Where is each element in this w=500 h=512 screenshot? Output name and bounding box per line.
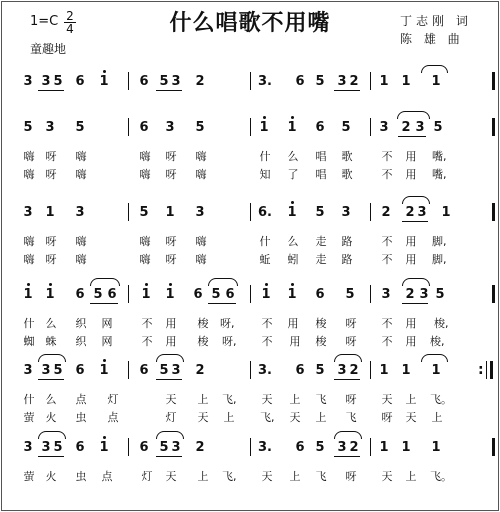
note: 6 xyxy=(107,287,117,302)
lyric-char: 唱 xyxy=(315,150,327,163)
note: 1 xyxy=(287,287,297,302)
lyric-char: 飞, xyxy=(222,470,237,483)
beam-underline xyxy=(90,303,118,304)
lyric-char: 呀 xyxy=(45,168,57,181)
lyric-char: 用 xyxy=(165,335,177,348)
note: 5 xyxy=(435,287,445,302)
repeat-bar xyxy=(486,361,487,379)
barline xyxy=(128,285,129,303)
lyric-char: 呀 xyxy=(345,335,357,348)
lyric-char: 嗨 xyxy=(23,235,35,248)
lyric-char: 飞 xyxy=(315,393,327,406)
note: 3 xyxy=(41,440,51,455)
beam-underline xyxy=(156,90,182,91)
note: 5 xyxy=(341,120,351,135)
note: 5 xyxy=(315,363,325,378)
lyric-char: 天 xyxy=(165,470,177,483)
note: 5 xyxy=(159,74,169,89)
song-title: 什么唱歌不用嘴 xyxy=(169,11,331,36)
lyric-char: 蚓 xyxy=(287,253,299,266)
note: 1 xyxy=(379,363,389,378)
lyric-char: 嗨 xyxy=(75,253,87,266)
lyric-char: 点 xyxy=(107,411,119,424)
note: 5 xyxy=(53,74,63,89)
note: 5 xyxy=(315,74,325,89)
note: 3 xyxy=(381,287,391,302)
note: 1 xyxy=(99,74,109,89)
note: 1 xyxy=(401,74,411,89)
lyric-char: 呀 xyxy=(45,150,57,163)
slur-arc xyxy=(402,278,430,286)
note: 2 xyxy=(195,74,205,89)
barline xyxy=(128,203,129,221)
beam-underline xyxy=(334,456,360,457)
note: 3 xyxy=(23,74,33,89)
note: 3 xyxy=(165,120,175,135)
lyric-char: 路 xyxy=(341,235,353,248)
lyric-char: 灯 xyxy=(165,411,177,424)
note: 3. xyxy=(258,74,272,89)
lyric-char: 嗨 xyxy=(195,235,207,248)
lyric-char: 什 xyxy=(259,235,271,248)
barline xyxy=(250,361,251,379)
lyric-char: 呀 xyxy=(165,253,177,266)
note: 5 xyxy=(433,120,443,135)
lyric-char: 点 xyxy=(75,393,87,406)
barline xyxy=(250,118,251,136)
lyric-char: 用 xyxy=(405,168,417,181)
note: 1 xyxy=(379,440,389,455)
high-octave-dot xyxy=(27,283,30,286)
lyric-char: 嗨 xyxy=(23,168,35,181)
high-octave-dot xyxy=(265,283,268,286)
beam-underline xyxy=(402,303,428,304)
note: 5 xyxy=(139,205,149,220)
beam-underline xyxy=(156,379,182,380)
note: 5 xyxy=(159,363,169,378)
note: 1 xyxy=(431,363,441,378)
high-octave-dot xyxy=(291,201,294,204)
note: 3 xyxy=(23,440,33,455)
beam-underline xyxy=(398,136,426,137)
lyric-char: 不 xyxy=(381,168,393,181)
note: 3 xyxy=(415,120,425,135)
note: 6 xyxy=(315,120,325,135)
lyric-char: 嗨 xyxy=(139,235,151,248)
lyricist-credit: 丁志刚 词 xyxy=(400,14,472,28)
lyric-char: 嗨 xyxy=(139,168,151,181)
beam-underline xyxy=(208,303,236,304)
slur-arc xyxy=(38,431,66,439)
beam-underline xyxy=(334,379,360,380)
beam-underline xyxy=(334,90,360,91)
lyric-char: 呀 xyxy=(381,411,393,424)
composer-credit: 陈 雄 曲 xyxy=(400,32,464,46)
lyric-char: 嘴, xyxy=(432,168,447,181)
lyric-char: 什 xyxy=(259,150,271,163)
lyric-char: 飞 xyxy=(345,411,357,424)
note: 6 xyxy=(295,74,305,89)
note: 6 xyxy=(295,363,305,378)
lyric-char: 走 xyxy=(315,253,327,266)
note: 5 xyxy=(53,363,63,378)
barline xyxy=(370,361,371,379)
note: 1 xyxy=(23,287,33,302)
slur-arc xyxy=(38,354,66,362)
slur-arc xyxy=(90,278,120,286)
lyric-char: 灯 xyxy=(141,470,153,483)
note: 2 xyxy=(349,363,359,378)
lyric-char: 织 xyxy=(75,317,87,330)
lyric-char: 梭 xyxy=(315,317,327,330)
slur-arc xyxy=(421,65,448,73)
barline xyxy=(492,438,495,456)
lyric-char: 呀 xyxy=(165,150,177,163)
lyric-char: 嗨 xyxy=(139,150,151,163)
note: 3 xyxy=(23,205,33,220)
lyric-char: 唱 xyxy=(315,168,327,181)
note: 6 xyxy=(75,363,85,378)
lyric-char: 用 xyxy=(405,317,417,330)
lyric-char: 嗨 xyxy=(195,150,207,163)
lyric-char: 萤 xyxy=(23,411,35,424)
lyric-char: 飞。 xyxy=(430,470,452,483)
beam-underline xyxy=(38,90,64,91)
lyric-char: 呀, xyxy=(222,335,237,348)
beam-underline xyxy=(38,379,64,380)
note: 3 xyxy=(417,205,427,220)
slur-arc xyxy=(334,354,362,362)
barline xyxy=(128,72,129,90)
note: 3 xyxy=(337,363,347,378)
lyric-char: 嗨 xyxy=(139,253,151,266)
note: 1 xyxy=(287,205,297,220)
note: 1 xyxy=(441,205,451,220)
lyric-char: 用 xyxy=(405,235,417,248)
lyric-char: 灯 xyxy=(107,393,119,406)
lyric-char: 萤 xyxy=(23,470,35,483)
barline xyxy=(492,203,495,221)
barline xyxy=(370,285,371,303)
lyric-char: 上 xyxy=(289,393,301,406)
lyric-char: 了 xyxy=(287,168,299,181)
lyric-char: 呀 xyxy=(165,168,177,181)
barline xyxy=(128,361,129,379)
lyric-char: 火 xyxy=(45,411,57,424)
lyric-char: 天 xyxy=(197,411,209,424)
lyric-char: 呀, xyxy=(220,317,235,330)
note: 3 xyxy=(23,363,33,378)
lyric-char: 上 xyxy=(197,393,209,406)
barline xyxy=(370,118,371,136)
note: 5 xyxy=(211,287,221,302)
note: 6 xyxy=(193,287,203,302)
lyric-char: 天 xyxy=(381,470,393,483)
note: 5 xyxy=(159,440,169,455)
slur-arc xyxy=(334,431,362,439)
lyric-char: 用 xyxy=(405,253,417,266)
note: 1 xyxy=(45,287,55,302)
high-octave-dot xyxy=(291,116,294,119)
note: 1 xyxy=(431,440,441,455)
barline xyxy=(492,118,495,136)
note: 1 xyxy=(259,120,269,135)
lyric-char: 上 xyxy=(431,411,443,424)
lyric-char: 不 xyxy=(381,235,393,248)
lyric-char: 歌 xyxy=(341,168,353,181)
high-octave-dot xyxy=(145,283,148,286)
lyric-char: 虫 xyxy=(75,470,87,483)
lyric-char: 不 xyxy=(141,317,153,330)
note: 2 xyxy=(349,440,359,455)
note: 3 xyxy=(419,287,429,302)
lyric-char: 不 xyxy=(381,253,393,266)
lyric-char: 呀 xyxy=(45,253,57,266)
note: 5 xyxy=(75,120,85,135)
barline xyxy=(250,203,251,221)
lyric-char: 歌 xyxy=(341,150,353,163)
note: 6 xyxy=(139,363,149,378)
lyric-char: 呀 xyxy=(345,317,357,330)
slur-arc xyxy=(397,111,430,119)
lyric-char: 梭, xyxy=(434,317,449,330)
lyric-char: 嗨 xyxy=(75,168,87,181)
note: 5 xyxy=(53,440,63,455)
lyric-char: 上 xyxy=(223,411,235,424)
note: 1 xyxy=(165,205,175,220)
note: 1 xyxy=(401,440,411,455)
lyric-char: 上 xyxy=(289,470,301,483)
repeat-sign: : xyxy=(478,362,484,378)
barline xyxy=(492,72,495,90)
lyric-char: 什 xyxy=(23,317,35,330)
note: 5 xyxy=(315,205,325,220)
time-signature xyxy=(64,10,76,35)
note: 1 xyxy=(431,74,441,89)
note: 3 xyxy=(379,120,389,135)
lyric-char: 嗨 xyxy=(23,150,35,163)
lyric-char: 不 xyxy=(261,317,273,330)
lyric-char: 飞, xyxy=(260,411,275,424)
lyric-char: 不 xyxy=(381,317,393,330)
lyric-char: 呀 xyxy=(165,235,177,248)
beam-underline xyxy=(402,221,428,222)
high-octave-dot xyxy=(103,70,106,73)
slur-arc xyxy=(156,354,184,362)
note: 1 xyxy=(141,287,151,302)
slur-arc xyxy=(156,431,184,439)
barline xyxy=(128,118,129,136)
lyric-char: 点 xyxy=(101,470,113,483)
note: 6 xyxy=(139,74,149,89)
barline xyxy=(250,285,251,303)
lyric-char: 天 xyxy=(261,393,273,406)
note: 2 xyxy=(405,205,415,220)
lyric-char: 用 xyxy=(165,317,177,330)
repeat-bar-thick xyxy=(490,361,493,379)
note: 2 xyxy=(381,205,391,220)
high-octave-dot xyxy=(263,116,266,119)
lyric-char: 呀 xyxy=(345,470,357,483)
lyric-char: 嗨 xyxy=(75,235,87,248)
note: 1 xyxy=(401,363,411,378)
high-octave-dot xyxy=(103,359,106,362)
lyric-char: 上 xyxy=(405,393,417,406)
lyric-char: 呀 xyxy=(345,393,357,406)
lyric-char: 虫 xyxy=(75,411,87,424)
note: 5 xyxy=(345,287,355,302)
barline xyxy=(370,203,371,221)
barline xyxy=(250,72,251,90)
lyric-char: 不 xyxy=(141,335,153,348)
lyric-char: 不 xyxy=(261,335,273,348)
note: 3 xyxy=(337,74,347,89)
note: 3 xyxy=(341,205,351,220)
lyric-char: 上 xyxy=(315,411,327,424)
high-octave-dot xyxy=(169,283,172,286)
note: 6 xyxy=(139,440,149,455)
lyric-char: 网 xyxy=(101,335,113,348)
lyric-char: 火 xyxy=(45,470,57,483)
note: 3 xyxy=(41,74,51,89)
note: 5 xyxy=(93,287,103,302)
lyric-char: 天 xyxy=(261,470,273,483)
lyric-char: 天 xyxy=(405,411,417,424)
note: 1 xyxy=(165,287,175,302)
note: 3 xyxy=(195,205,205,220)
note: 1 xyxy=(99,440,109,455)
lyric-char: 梭 xyxy=(197,317,209,330)
lyric-char: 飞, xyxy=(222,393,237,406)
note: 3 xyxy=(45,120,55,135)
slur-arc xyxy=(208,278,238,286)
lyric-char: 蚯 xyxy=(259,253,271,266)
lyric-char: 路 xyxy=(341,253,353,266)
lyric-char: 梭 xyxy=(315,335,327,348)
lyric-char: 天 xyxy=(381,393,393,406)
note: 3 xyxy=(171,363,181,378)
note: 2 xyxy=(405,287,415,302)
lyric-char: 走 xyxy=(315,235,327,248)
barline xyxy=(370,72,371,90)
note: 2 xyxy=(401,120,411,135)
note: 6 xyxy=(75,74,85,89)
lyric-char: 脚, xyxy=(432,235,447,248)
note: 6 xyxy=(315,287,325,302)
lyric-char: 什 xyxy=(23,393,35,406)
note: 3 xyxy=(171,440,181,455)
lyric-char: 嘴, xyxy=(432,150,447,163)
note: 6. xyxy=(258,205,272,220)
meter-bottom: 4 xyxy=(66,22,74,36)
note: 3 xyxy=(337,440,347,455)
lyric-char: 脚, xyxy=(432,253,447,266)
lyric-char: 嗨 xyxy=(195,168,207,181)
high-octave-dot xyxy=(291,283,294,286)
note: 3 xyxy=(41,363,51,378)
note: 6 xyxy=(75,440,85,455)
note: 6 xyxy=(225,287,235,302)
beam-underline xyxy=(38,456,64,457)
lyric-char: 梭 xyxy=(197,335,209,348)
lyric-char: 飞。 xyxy=(430,393,452,406)
note: 1 xyxy=(379,74,389,89)
note: 2 xyxy=(195,363,205,378)
lyric-char: 嗨 xyxy=(195,253,207,266)
slur-arc xyxy=(402,196,430,204)
note: 2 xyxy=(195,440,205,455)
note: 1 xyxy=(261,287,271,302)
lyric-char: 么 xyxy=(45,393,57,406)
lyric-char: 嗨 xyxy=(75,150,87,163)
lyric-char: 用 xyxy=(405,335,417,348)
lyric-char: 蛛 xyxy=(45,335,57,348)
lyric-char: 么 xyxy=(287,235,299,248)
performance-style: 童趣地 xyxy=(30,42,67,56)
high-octave-dot xyxy=(103,436,106,439)
note: 6 xyxy=(75,287,85,302)
lyric-char: 用 xyxy=(405,150,417,163)
lyric-char: 上 xyxy=(405,470,417,483)
meter-top: 2 xyxy=(64,10,76,23)
lyric-char: 天 xyxy=(165,393,177,406)
lyric-char: 织 xyxy=(75,335,87,348)
high-octave-dot xyxy=(49,283,52,286)
lyric-char: 上 xyxy=(197,470,209,483)
note: 1 xyxy=(287,120,297,135)
barline xyxy=(370,438,371,456)
lyric-char: 不 xyxy=(381,335,393,348)
lyric-char: 网 xyxy=(101,317,113,330)
barline xyxy=(128,438,129,456)
barline xyxy=(250,438,251,456)
lyric-char: 用 xyxy=(287,317,299,330)
note: 2 xyxy=(349,74,359,89)
note: 1 xyxy=(45,205,55,220)
lyric-char: 么 xyxy=(45,317,57,330)
note: 6 xyxy=(139,120,149,135)
lyric-char: 蜘 xyxy=(23,335,35,348)
note: 6 xyxy=(295,440,305,455)
note: 3 xyxy=(171,74,181,89)
note: 3. xyxy=(258,440,272,455)
note: 5 xyxy=(23,120,33,135)
note: 3. xyxy=(258,363,272,378)
note: 5 xyxy=(195,120,205,135)
note: 3 xyxy=(75,205,85,220)
lyric-char: 飞 xyxy=(315,470,327,483)
lyric-char: 么 xyxy=(287,150,299,163)
lyric-char: 用 xyxy=(289,335,301,348)
note: 5 xyxy=(315,440,325,455)
beam-underline xyxy=(156,456,182,457)
lyric-char: 天 xyxy=(289,411,301,424)
lyric-char: 不 xyxy=(381,150,393,163)
lyric-char: 知 xyxy=(259,168,271,181)
lyric-char: 嗨 xyxy=(23,253,35,266)
note: 1 xyxy=(99,363,109,378)
lyric-char: 呀 xyxy=(45,235,57,248)
barline xyxy=(492,285,495,303)
slur-arc xyxy=(421,354,448,362)
lyric-char: 梭, xyxy=(430,335,445,348)
key-signature: 1=C xyxy=(30,14,59,29)
